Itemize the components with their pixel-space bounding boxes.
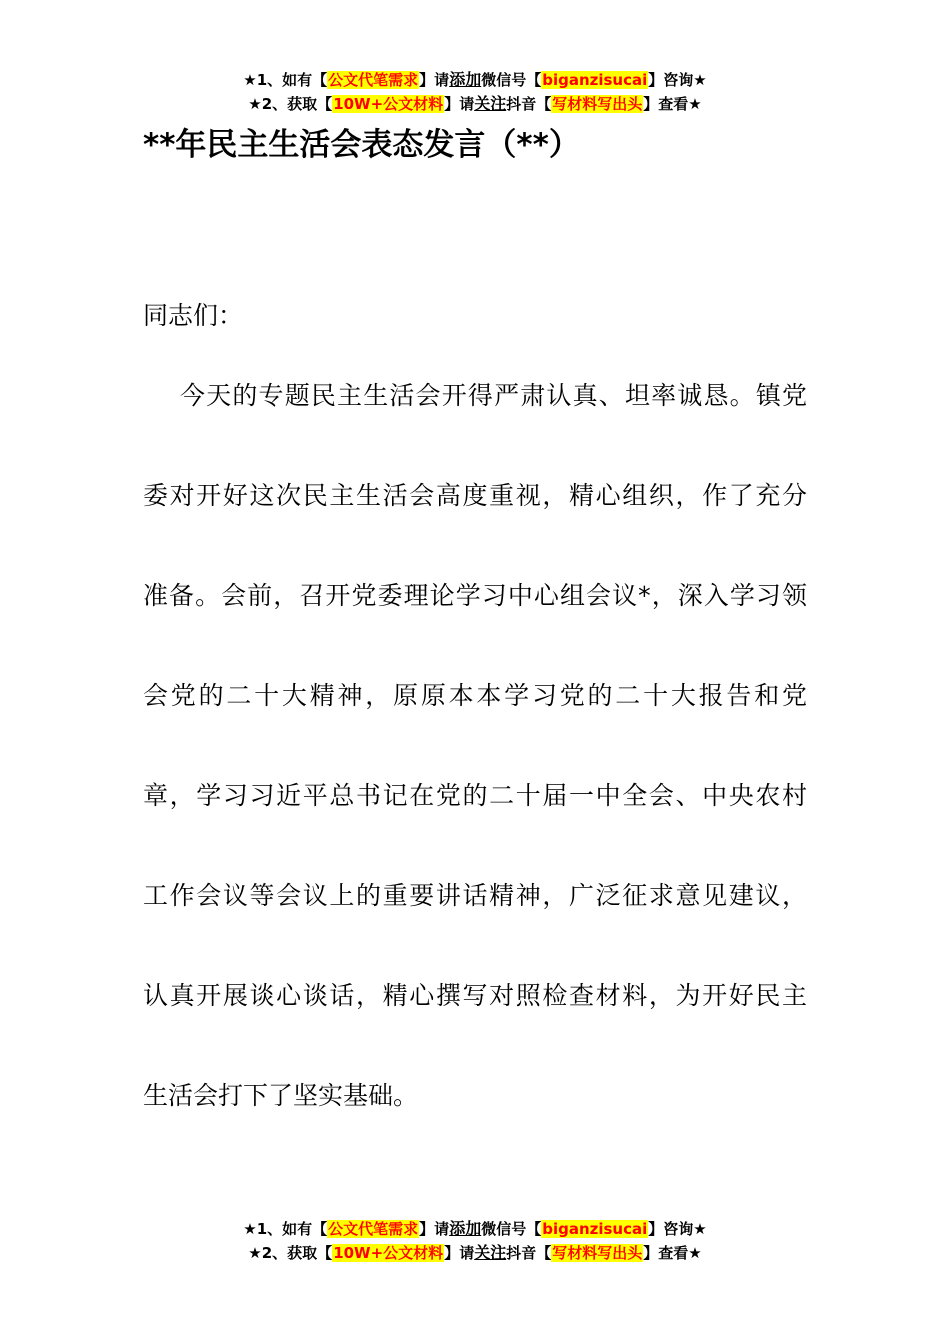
banner-line-1 [0,1217,950,1241]
banner-text: 】请 [444,1244,475,1262]
paragraph-line: 工作会议等会议上的重要讲话精神，广泛征求意见建议， [143,881,807,910]
banner-underlined-text: 关注 [474,94,507,113]
banner-text: 抖音【 [506,95,552,113]
body-paragraph [143,376,807,1176]
banner-text: 微信号【 [481,1220,542,1238]
banner-highlight: 公文代笔需求 [328,71,419,89]
banner-highlight: 10W+公文材料 [333,95,444,113]
banner-highlight: 10W+公文材料 [333,1244,444,1262]
paragraph-line: 认真开展谈心谈话，精心撰写对照检查材料，为开好民主 [143,981,807,1010]
header-banner [0,68,950,116]
banner-text: 】请 [419,71,450,89]
banner-highlight-douyin-id: 写材料写出头 [552,1244,643,1262]
document-title: **年民主生活会表态发言（**） [143,127,580,163]
banner-text: 微信号【 [481,71,542,89]
banner-text: 】咨询★ [648,1220,707,1238]
banner-text: ★2、获取【 [248,95,333,113]
paragraph-line: 委对开好这次民主生活会高度重视，精心组织，作了充分 [143,481,807,510]
banner-highlight-wechat-id: biganzisucai [542,71,648,89]
banner-text: 】请 [444,95,475,113]
banner-highlight: 公文代笔需求 [328,1220,419,1238]
banner-underlined-text: 添加 [449,70,482,89]
banner-line-1 [0,68,950,92]
banner-line-2 [0,1241,950,1265]
banner-underlined-text: 关注 [474,1243,507,1262]
greeting: 同志们： [143,301,244,330]
banner-text: 】请 [419,1220,450,1238]
banner-highlight-douyin-id: 写材料写出头 [552,95,643,113]
banner-underlined-text: 添加 [449,1219,482,1238]
banner-text: ★1、如有【 [243,1220,328,1238]
banner-line-2 [0,92,950,116]
paragraph-line: 会党的二十大精神，原原本本学习党的二十大报告和党 [143,681,807,710]
banner-text: 】查看★ [643,1244,702,1262]
banner-highlight-wechat-id: biganzisucai [542,1220,648,1238]
banner-text: 】咨询★ [648,71,707,89]
paragraph-line: 章，学习习近平总书记在党的二十届一中全会、中央农村 [143,781,807,810]
banner-text: ★1、如有【 [243,71,328,89]
banner-text: 】查看★ [643,95,702,113]
paragraph-line: 生活会打下了坚实基础。 [143,1081,419,1110]
paragraph-line: 今天的专题民主生活会开得严肃认真、坦率诚恳。镇党 [180,381,807,410]
banner-text: 抖音【 [506,1244,552,1262]
footer-banner [0,1217,950,1265]
banner-text: ★2、获取【 [248,1244,333,1262]
paragraph-line: 准备。会前，召开党委理论学习中心组会议*，深入学习领 [143,581,807,610]
